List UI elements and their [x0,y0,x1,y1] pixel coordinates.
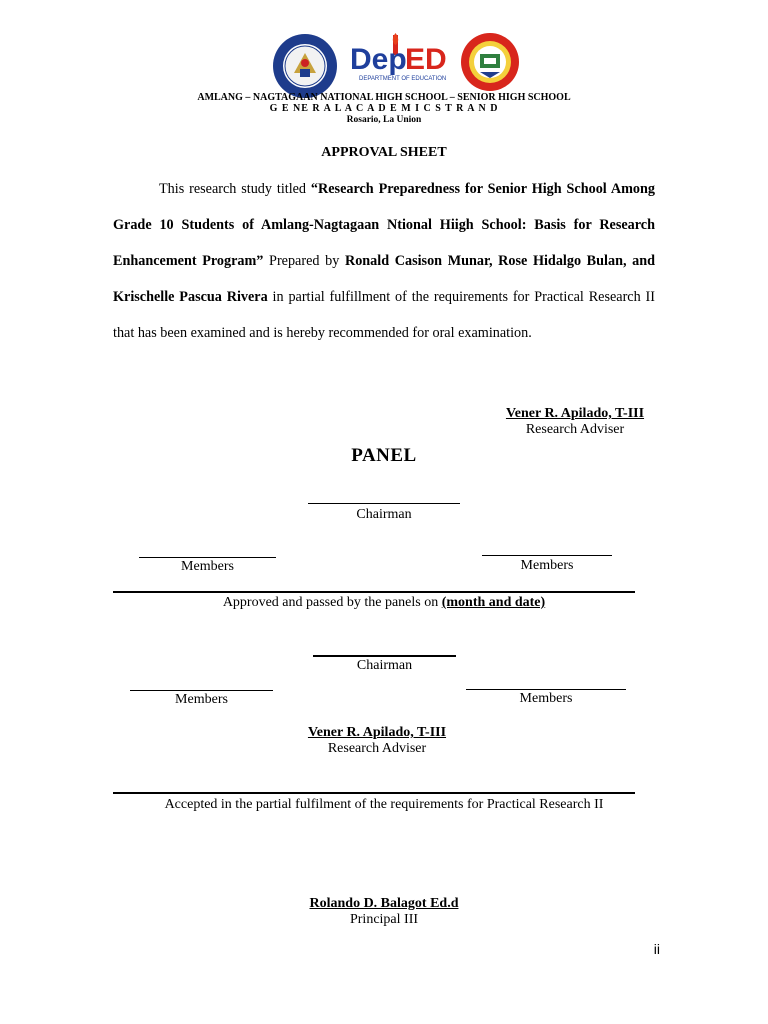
member-left-signature-line [139,557,276,558]
approval-statement [0,595,768,611]
page-title: APPROVAL SHEET [321,145,447,160]
body-conclusion: in partial fulfillment of the requirements for Practical Research II that has been examined and is hereby recommended for oral examination. [113,289,655,341]
chairman-label: Chairman [356,507,412,522]
study-title: “Research Preparedness for Senior High School Among Grade 10 Students of Amlang-Nagtagaan Ntional Hiigh School: Basis for Research Enhancement Program” [113,181,655,269]
acceptance-statement: Accepted in the partial fulfilment of the requirements for Practical Research II [164,797,604,812]
chairman-signature-line [308,503,460,504]
adviser2-role: Research Adviser [327,741,427,756]
approval-text: Approved and passed by the panels on [222,595,442,610]
approval-member-left-label: Members [175,692,228,707]
deped-sub: DEPARTMENT OF EDUCATION [359,76,447,82]
svg-text:ED: ED [405,43,447,76]
school-location: Rosario, La Union [346,115,422,125]
approval-member-left-signature-line [130,690,273,691]
body-intro: This research study titled [159,181,311,197]
section-divider [113,591,635,593]
approval-paragraph [113,171,655,351]
deped-logo [349,33,453,85]
member-left-label: Members [181,559,234,574]
approval-member-right-signature-line [466,689,626,690]
strand-name: G E NE R A L A C A D E M I C S T R A N D [269,103,499,114]
authors: Ronald Casison Munar, Rose Hidalgo Bulan, and Krischelle Pascua Rivera [113,253,656,305]
member-right-label: Members [520,558,574,573]
panel-heading: PANEL [351,445,417,466]
adviser-name: Vener R. Apilado, T-III [505,406,645,421]
deped-wordmark: Dep [350,43,407,76]
page-number: ii [653,941,660,957]
principal-signature-block [0,896,768,928]
adviser2-name: Vener R. Apilado, T-III [307,725,447,740]
adviser-signature-block [490,406,660,438]
approval-member-right-label: Members [519,691,573,706]
body-prepared-by: Prepared by [263,253,345,269]
principal-role: Principal III [349,912,419,927]
school-name: AMLANG – NAGTAGAAN NATIONAL HIGH SCHOOL – SENIOR HIGH SCHOOL [197,92,571,103]
section-divider-2 [113,792,635,794]
approval-date: (month and date) [441,595,546,610]
adviser2-signature-block [284,725,470,757]
principal-name: Rolando D. Balagot Ed.d [309,896,459,911]
school-seal-logo [460,32,520,97]
approval-chairman-label: Chairman [356,658,413,673]
approval-chairman-signature-line [313,655,456,657]
adviser-role: Research Adviser [525,422,625,437]
member-right-signature-line [482,555,612,556]
